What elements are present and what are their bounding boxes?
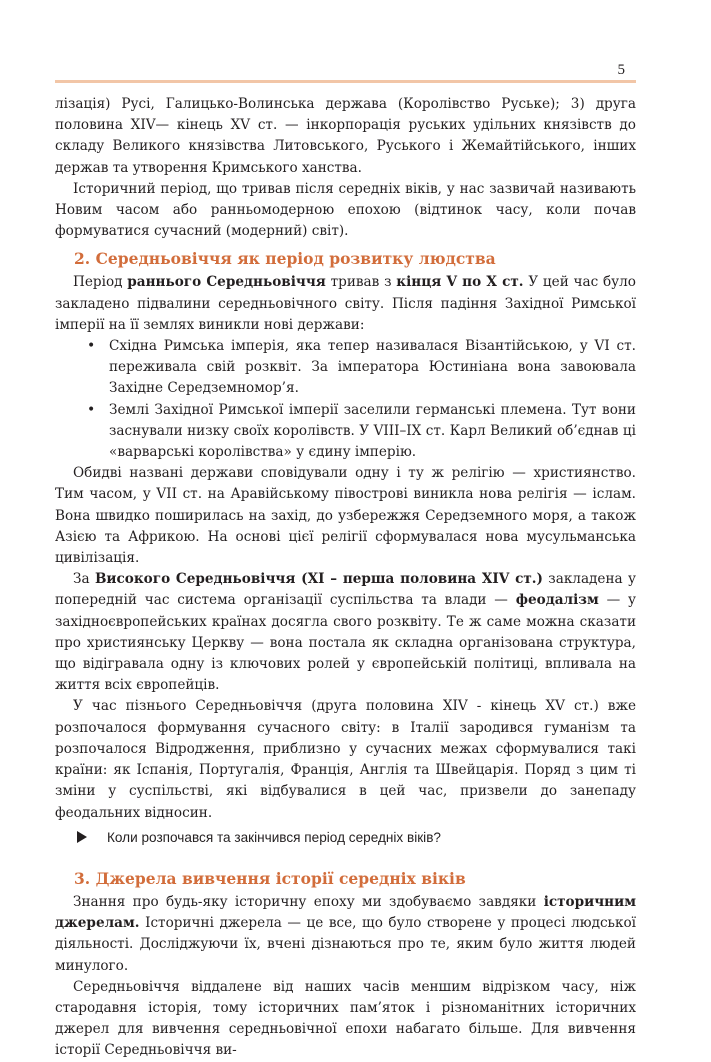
states-bullet-list [55, 336, 636, 463]
term-historical-sources: історичним джерелам. [55, 893, 636, 932]
review-question [77, 827, 636, 848]
term-early-middle-ages: раннього Середньовіччя [127, 274, 326, 291]
triangle-arrow-icon [77, 831, 87, 843]
paragraph-new-time: Історичний період, що тривав після середніх віків, у нас зазвичай називають Новим часом або ранньомодерною епохою (відтинок часу, коли почав формуватися сучасний (модерний) світ). [55, 180, 636, 240]
paragraph-continuation: лізація) Русі, Галицько-Волинська держава (Королівство Руське); 3) друга половина XIV— кінець XV ст. — інкорпорація руських удільних князівств до складу Великого князівства Литовського, Руського і Жемайтійського, інших держав та утворення Кримського ханства. [55, 96, 636, 176]
paragraph-early-middle-ages: Період раннього Середньовіччя тривав з кінця V по X ст. У цей час було закладено підвалини середньовічного світу. Після падіння Західної Римської імперії на її землях виникли нові держави: [55, 274, 636, 333]
paragraph-religions: Обидві названі держави сповідували одну і ту ж релігію — християнство. Тим часом, у VII ст. на Аравійському півострові виникла нова релігія — іслам. Вона швидко поширилась на захід, до узбережжя Середземного моря, а також Азією та Африкою. На основі цієї релігії сформувалася нова мусульманська цивілізація. [55, 465, 636, 567]
section-2-heading: 2. Середньовіччя як період розвитку людства [74, 249, 496, 269]
header-rule [55, 80, 636, 83]
section-3-heading: 3. Джерела вивчення історії середніх віків [74, 868, 466, 888]
paragraph-historical-sources: Знання про будь-яку історичну епоху ми здобуваємо завдяки історичним джерелам. Історичні джерела — це все, що було створене у процесі людської діяльності. Досліджуючи їх, вчені дізнаються про те, яким було життя людей минулого. [55, 893, 636, 974]
page-content [55, 94, 636, 1062]
review-question-text: Коли розпочався та закінчився період середніх віків? [107, 829, 441, 845]
term-feudalism: феодалізм [515, 592, 599, 609]
term-period-dates: кінця V по X ст. [396, 274, 524, 291]
paragraph-source-abundance: Середньовіччя віддалене від наших часів меншим відрізком часу, ніж стародавня історія, тому історичних пам’яток і різноманітних історичних джерел для вивчення середньовічної епохи набагато більше. Для вивчення історії Середньовіччя ви- [55, 978, 636, 1059]
bullet-byzantium: • Східна Римська імперія, яка тепер називалася Візантійською, у VI ст. переживала свій розквіт. За імператора Юстиніана вона завоювала Західне Середземномор’я. [109, 336, 636, 400]
bullet-germanic-kingdoms: • Землі Західної Римської імперії заселили германські племена. Тут вони заснували низку своїх королівств. У VIII–IX ст. Карл Великий об’єднав ці «варварські королівства» у єдину імперію. [109, 400, 636, 464]
term-high-middle-ages: Високого Середньовіччя (XI – перша половина XIV ст.) [94, 571, 543, 588]
paragraph-high-middle-ages: За Високого Середньовіччя (XI – перша половина XIV ст.) закладена у попередній час система організації суспільства та влади — феодалізм — у західноєвропейських країнах досягла свого розквіту. Те ж саме можна сказати про християнську Церкву — вона постала як складна організована структура, що відігравала одну із ключових ролей у європейській політиці, впливала на життя всіх європейців. [55, 571, 637, 694]
page-number: 5 [617, 62, 625, 78]
paragraph-late-middle-ages: У час пізнього Середньовіччя (друга половина XIV - кінець XV ст.) вже розпочалося формування сучасного світу: в Італії зародився гуманізм та розпочалося Відродження, приблизно у сучасних межах сформувалися такі країни: як Іспанія, Португалія, Франція, Англія та Швейцарія. Поряд з цим ті зміни у суспільстві, які відбувалися в цей час, призвели до занепаду феодальних відносин. [55, 698, 636, 821]
